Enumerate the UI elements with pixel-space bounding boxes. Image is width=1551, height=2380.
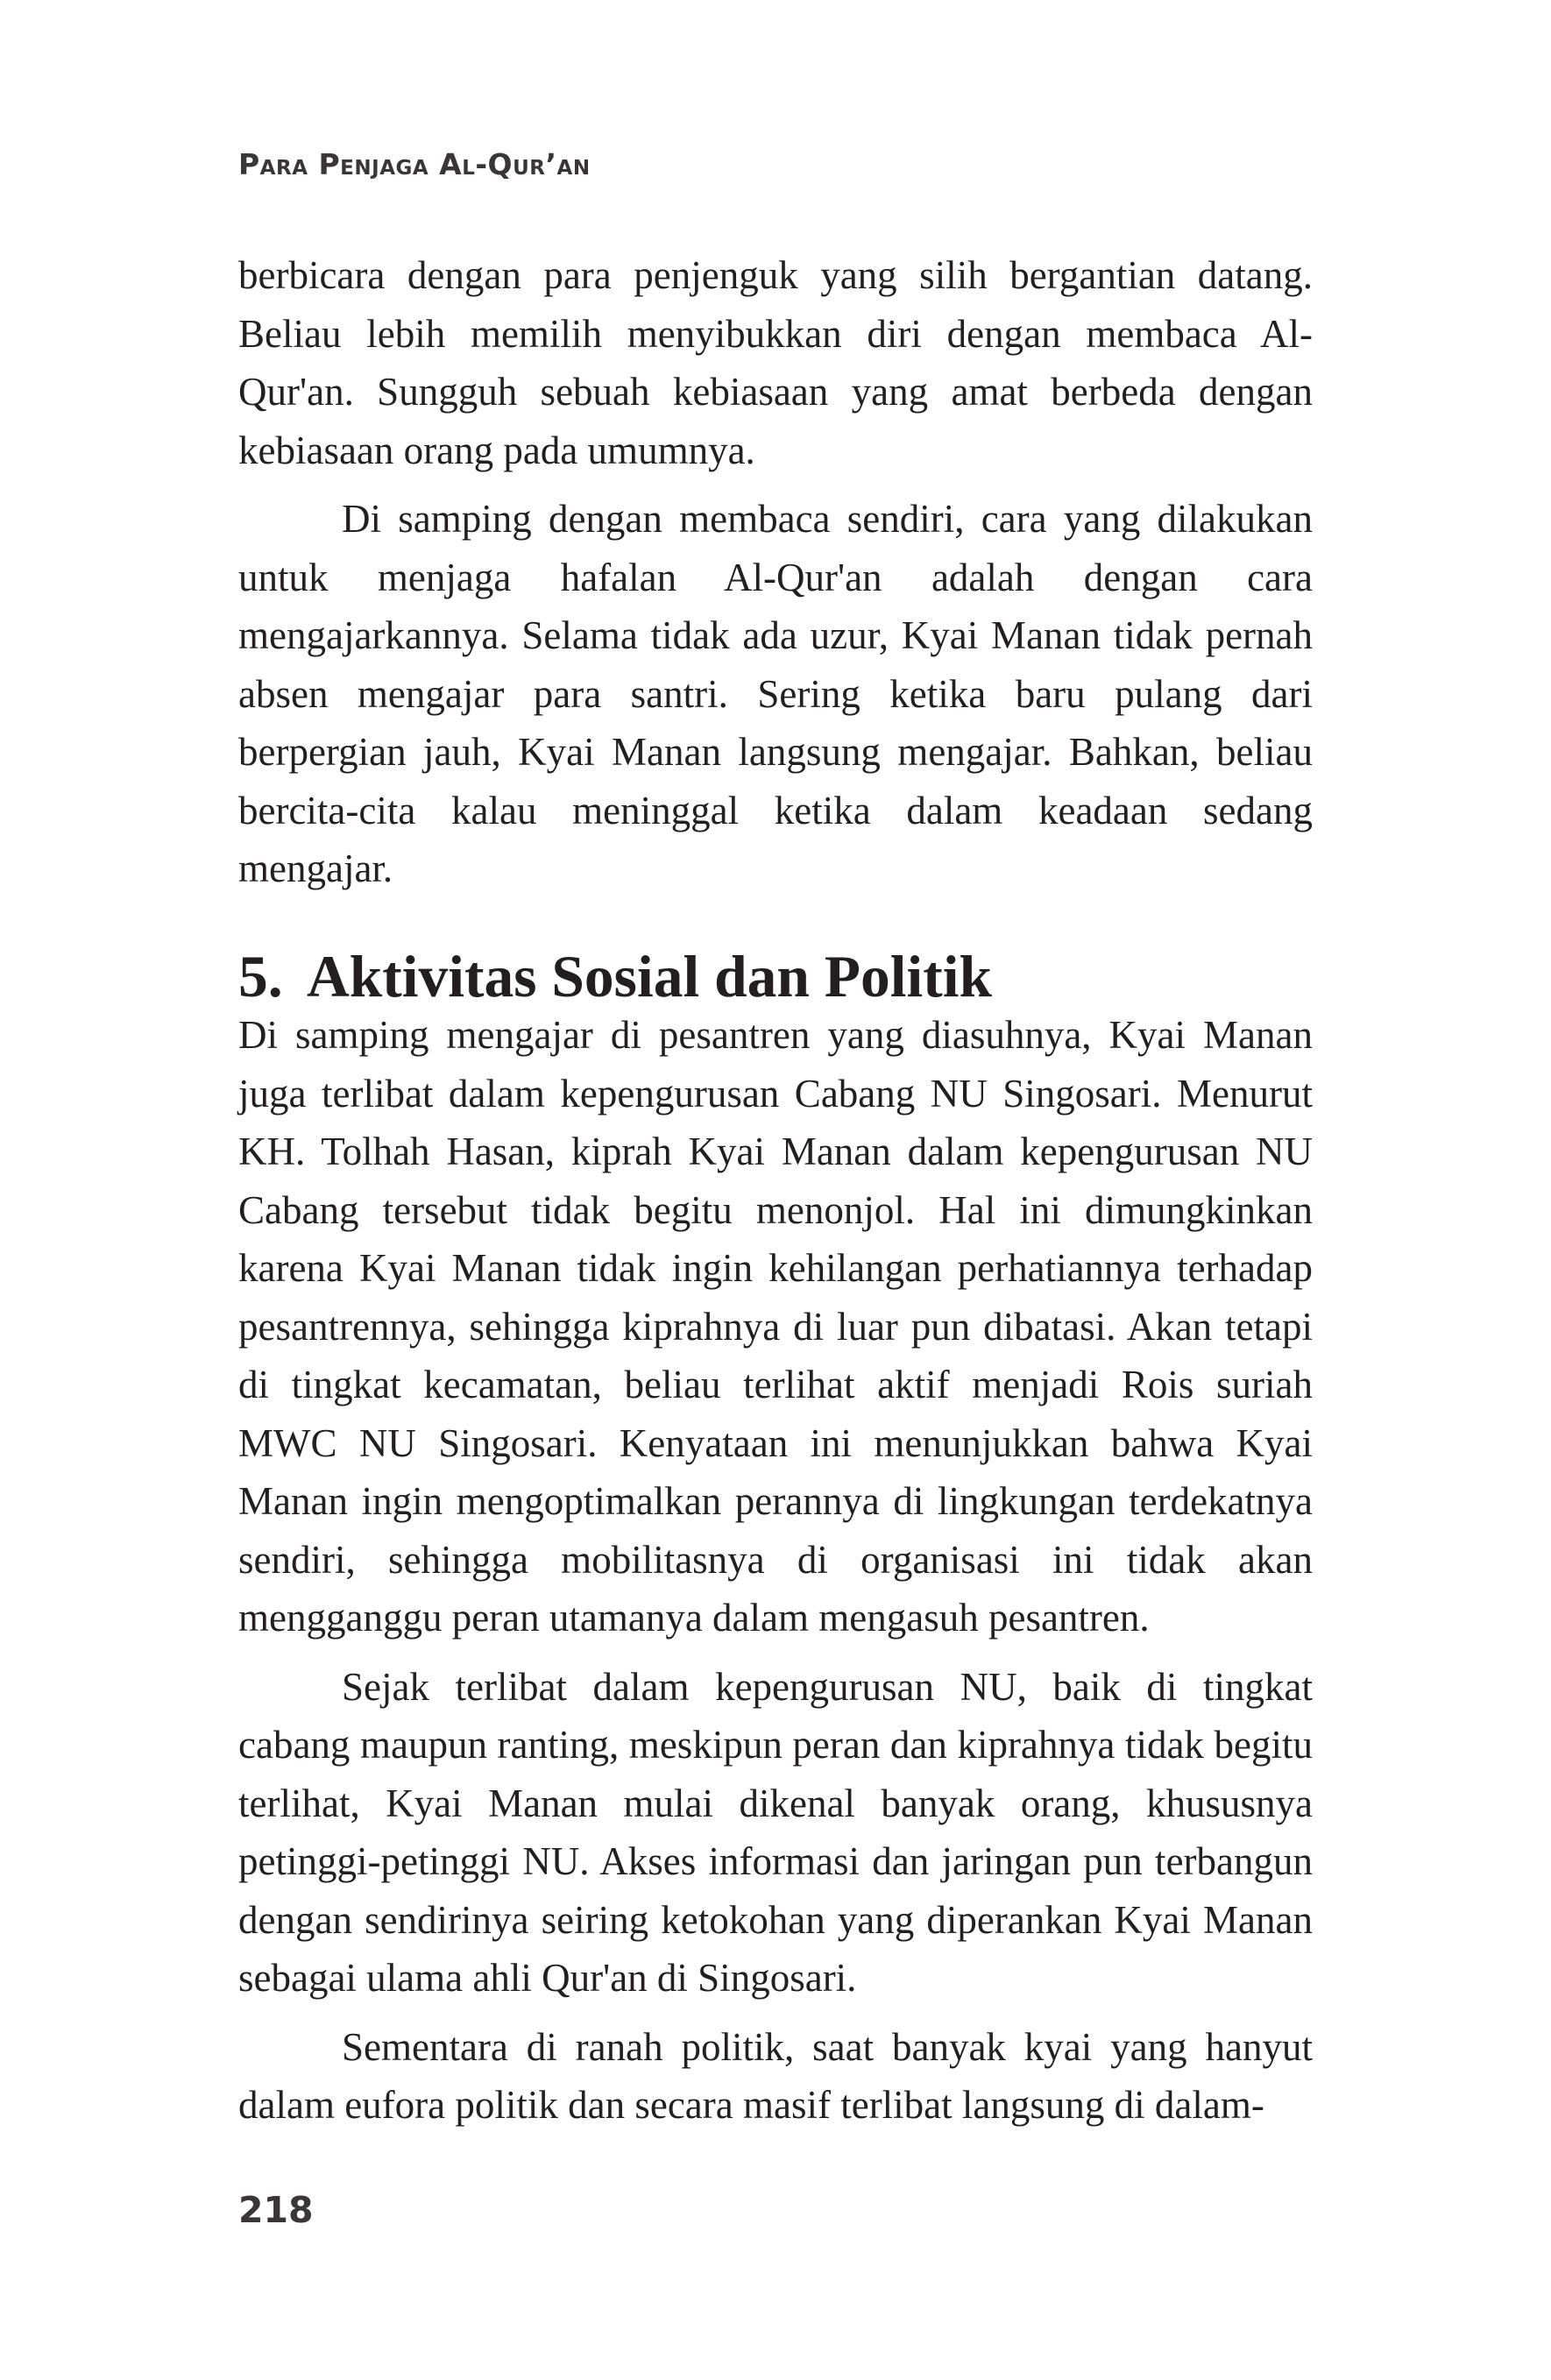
page-number: 218 bbox=[238, 2189, 314, 2231]
body-text-top bbox=[238, 246, 1313, 898]
running-header: Para Penjaga Al-Qur’an bbox=[238, 147, 591, 181]
section-heading bbox=[238, 944, 1313, 1009]
paragraph: Sejak terlibat dalam kepengurusan NU, baik di tingkat cabang maupun ranting, meskipun peran dan kiprahnya tidak begitu terlihat, Kyai Manan mulai dikenal banyak orang, khususnya petinggi-petinggi NU. Akses informasi dan jaringan pun terbangun dengan sendirinya seiring ketokohan yang diperankan Kyai Manan sebagai ulama ahli Qur'an di Singosari. bbox=[238, 1664, 1313, 2000]
paragraph: Di samping dengan membaca sendiri, cara yang dilakukan untuk menjaga hafalan Al-Qur'an adalah dengan cara mengajarkannya. Selama tidak ada uzur, Kyai Manan tidak pernah absen mengajar para santri. Sering ketika baru pulang dari berpergian jauh, Kyai Manan langsung mengajar. Bahkan, beliau bercita-cita kalau meninggal ketika dalam keadaan sedang mengajar. bbox=[238, 497, 1313, 890]
section-number: 5. bbox=[238, 944, 283, 1009]
paragraph: Di samping mengajar di pesantren yang diasuhnya, Kyai Manan juga terlibat dalam kepengurusan Cabang NU Singosari. Menurut KH. Tolhah Hasan, kiprah Kyai Manan dalam kepengurusan NU Cabang tersebut tidak begitu menonjol. Hal ini dimungkinkan karena Kyai Manan tidak ingin kehilangan perhatiannya terhadap pesantrennya, sehingga kiprahnya di luar pun dibatasi. Akan tetapi di tingkat kecamatan, beliau terlihat aktif menjadi Rois suriah MWC NU Singosari. Kenyataan ini menunjukkan bahwa Kyai Manan ingin mengoptimalkan perannya di lingkungan terdekatnya sendiri, sehingga mobilitasnya di organisasi ini tidak akan mengganggu peran utamanya dalam mengasuh pesantren. bbox=[238, 1013, 1313, 1640]
paragraph-continued: berbicara dengan para penjenguk yang silih bergantian datang. Beliau lebih memilih menyibukkan diri dengan membaca Al-Qur'an. Sungguh sebuah kebiasaan yang amat berbeda dengan kebiasaan orang pada umumnya. bbox=[238, 253, 1313, 472]
section-title: Aktivitas Sosial dan Politik bbox=[307, 944, 993, 1009]
section-5 bbox=[238, 944, 1313, 2135]
paragraph: Sementara di ranah politik, saat banyak kyai yang hanyut dalam eufora politik dan secara masif terlibat langsung di dalam- bbox=[238, 2024, 1313, 2127]
